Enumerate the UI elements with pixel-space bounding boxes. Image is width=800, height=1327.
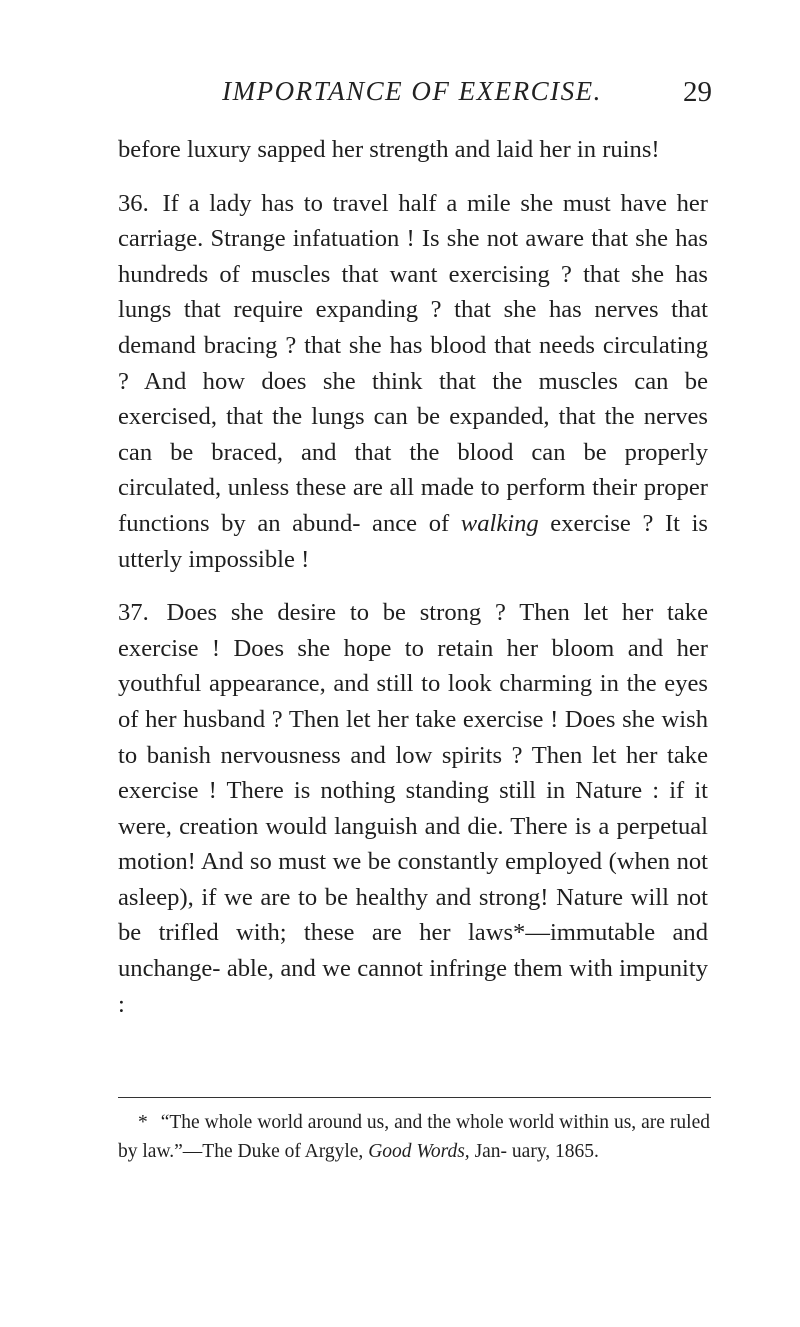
paragraph-36-text-a: If a lady has to travel half a mile she must have her carriage. Strange infatuation ! Is she not aware that she has hundreds of muscles that want exercising ? that she has lungs that require expanding ? that she has nerves that demand bracing ? that she has blood that needs circulating ? And how does she think that the muscles can be exercised, that the lungs can be expanded, that the nerves can be braced, and that the blood can be properly circulated, unless these are all made to perform their proper functions by an abund- ance of [118,189,709,537]
paragraph-number-37: 37. [118,599,149,627]
paragraph-37 [118,595,708,1022]
footnote-text-a: “The whole world around us, and the whole world within us, are ruled by law.”—The Duke of Argyle, [118,1112,711,1162]
paragraph-number-36: 36. [118,189,149,217]
page-number: 29 [683,76,712,108]
footnote-text-b: Jan- uary, 1865. [474,1141,599,1162]
running-title: IMPORTANCE OF EXERCISE. [222,76,602,106]
paragraph-36-text-b: exercise ? It is utterly impossible ! [118,509,709,573]
footnote [118,1108,710,1166]
paragraph-37-text-a: Does she desire to be strong ? Then let her take exercise ! Does she hope to retain her bloom and her youthful appearance, and still to look charming in the eyes of her husband ? Then let her take exercise ! Does she wish to banish nervousness and low spirits ? Then let her take exercise ! There is nothing standing still in Nature : if it were, creation would languish and die. There is a perpetual motion! And so must we be constantly employed (when not asleep), if we are to be healthy and strong! Nature will not be trifled with; these are her laws* [118,599,708,947]
paragraph-36-italic: walking [460,509,539,537]
footnote-marker: * [138,1112,148,1133]
paragraph-37-text-b: —immutable and unchange- able, and we cannot infringe them with impunity : [118,919,709,1018]
paragraph-continuation: before luxury sapped her strength and laid her in ruins! [118,136,660,163]
running-head [112,76,712,116]
footnote-rule [118,1097,711,1098]
body-text [118,132,708,1022]
paragraph-36 [118,186,708,578]
footnote-italic-title: Good Words, [368,1141,470,1162]
